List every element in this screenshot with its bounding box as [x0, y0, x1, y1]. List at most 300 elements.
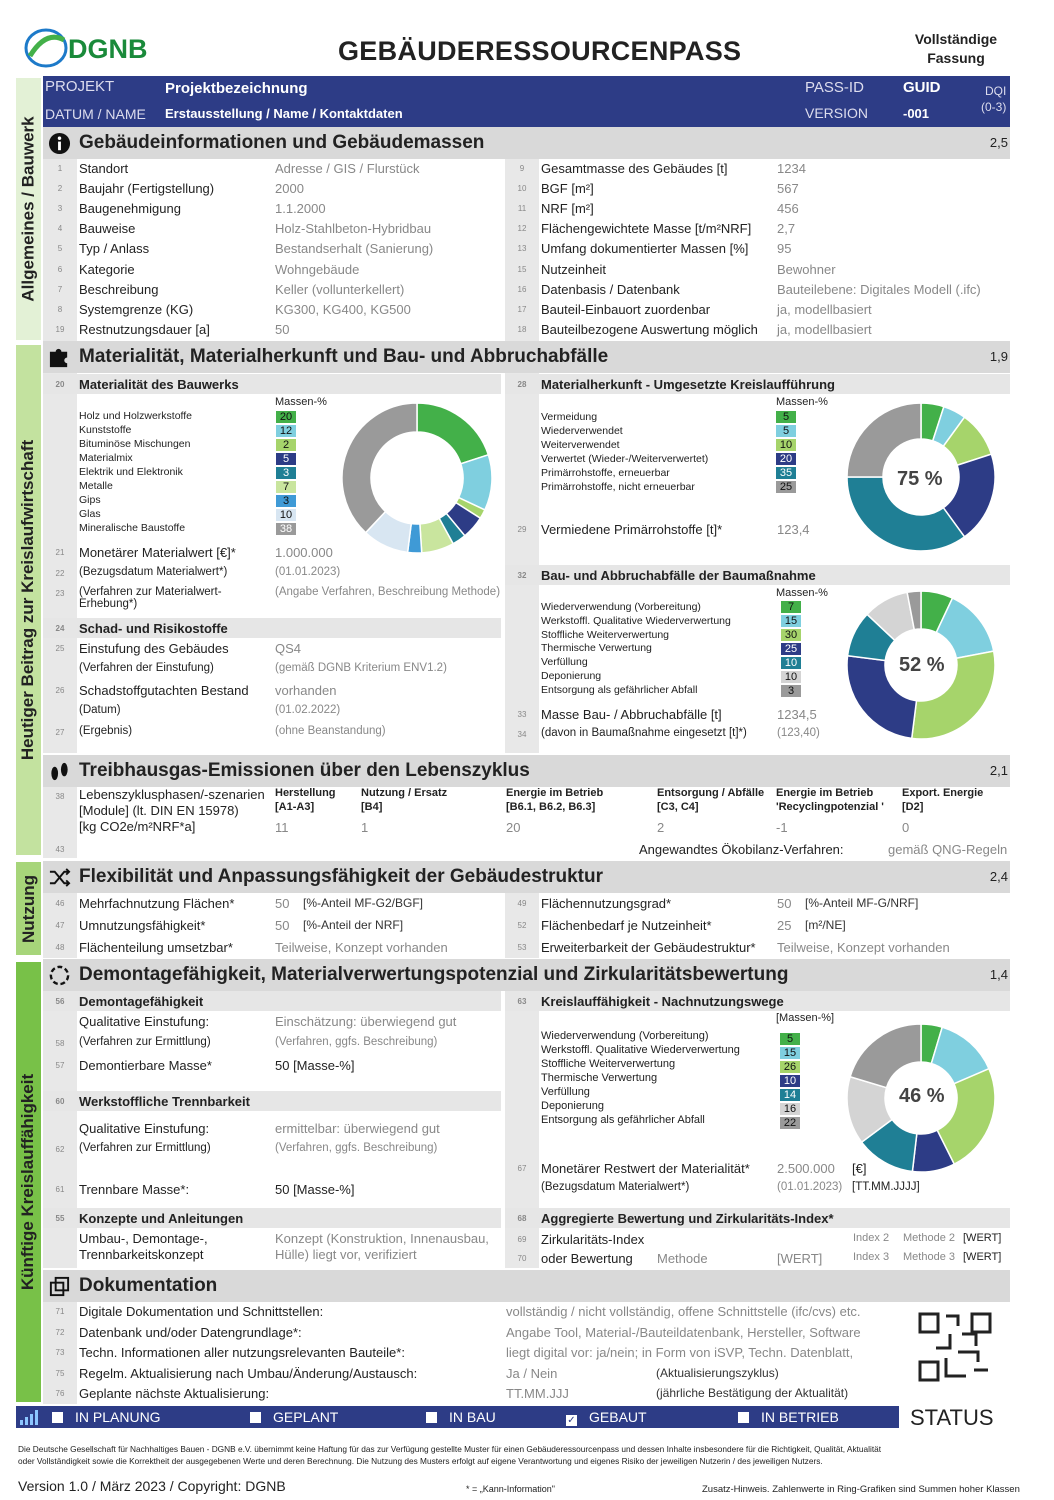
status-checkbox[interactable]: ✓: [567, 1415, 576, 1426]
data-row: [505, 260, 1010, 280]
data-row: [505, 179, 1010, 199]
legend-item: Thermische Verwertung: [541, 642, 652, 655]
value-badge: 25: [776, 481, 796, 493]
legend-item: Stoffliche Weiterverwertung: [541, 628, 670, 641]
value-badge: 25: [781, 643, 801, 655]
subheader-kreislauffaehigkeit: 63 Kreislauffähigkeit - Nachnutzungswege: [505, 991, 1010, 1011]
data-row: [43, 723, 501, 743]
value-badge: 10: [780, 1075, 800, 1087]
row-number: 13: [517, 244, 527, 254]
row-label: (Verfahren der Einstufung): [79, 662, 214, 674]
project-name[interactable]: Projektbezeichnung: [165, 80, 308, 97]
legend-item: Verwertet (Wieder-/Weiterverwertet): [541, 453, 709, 465]
status-checkbox[interactable]: [250, 1412, 261, 1423]
ghg-column: [902, 786, 983, 814]
data-row: [43, 543, 501, 563]
row-number: 22: [55, 569, 65, 578]
row-restwert: 67 Monetärer Restwert der Materialität* 2.500.000 [€]: [517, 1161, 867, 1176]
data-row: [505, 199, 1010, 219]
kann-info-note: * = „Kann-Information": [466, 1484, 555, 1494]
row-value: (gemäß DGNB Kriterium ENV1.2): [275, 662, 447, 674]
row-label: Bauweise: [79, 221, 136, 237]
row-number: 8: [57, 304, 63, 314]
signal-bars-icon: [19, 1409, 39, 1425]
row-number: 49: [517, 899, 527, 908]
row-label: Kategorie: [79, 261, 135, 277]
data-row: [43, 260, 501, 280]
legend-item: Elektrik und Elektronik: [79, 466, 183, 478]
row-number: 48: [55, 943, 65, 952]
project-header: PROJEKT Projektbezeichnung PASS-ID GUID DATUM / NAME Erstausstellung / Name / Kontaktdaten VERSION -001 DQI (0-3): [43, 76, 1010, 131]
row-value: (01.01.2023): [275, 566, 341, 578]
value-badge: 7: [276, 481, 296, 493]
dgnb-logo-text: DGNB: [68, 34, 148, 64]
row-label: Demontierbare Masse*: [79, 1058, 212, 1073]
row-number: 21: [55, 548, 65, 557]
row-number: 71: [55, 1307, 65, 1316]
row-label: NRF [m²]: [541, 201, 594, 217]
row-value: TT.MM.JJJ: [506, 1386, 569, 1401]
value-badge: 3: [276, 467, 296, 479]
row-value: Bauteilebene: Digitales Modell (.ifc): [777, 281, 981, 297]
version-value[interactable]: -001: [903, 106, 930, 121]
row-unit: (Aktualisierungszyklus): [656, 1365, 779, 1380]
row-label: Bauteilbezogene Auswertung möglich: [541, 321, 758, 337]
row-number: 33: [517, 710, 527, 719]
row-value: ja, modellbasiert: [777, 321, 872, 337]
ghg-column: [361, 786, 447, 814]
row-number: 12: [517, 224, 527, 234]
value-badge: 10: [776, 439, 796, 451]
ghg-table: 38 Lebenszyklusphasen/-szenarien [Module] (lt. DIN EN 15978) [kg CO2e/m²NRF*a]: [55, 787, 265, 834]
row-label: Einstufung des Gebäudes: [79, 641, 229, 656]
row-label: Restnutzungsdauer [a]: [79, 321, 210, 337]
row-value: 50: [777, 896, 792, 911]
row-number: 11: [517, 204, 527, 214]
row-number: 73: [55, 1348, 65, 1357]
row-value: 2000: [275, 181, 304, 197]
ghg-value: 0: [902, 820, 910, 835]
section-treibhausgas: Treibhausgas-Emissionen über den Lebenszyklus 2,1: [43, 755, 1010, 787]
row-label: Geplante nächste Aktualisierung:: [79, 1386, 270, 1401]
section-dokumentation: Dokumentation: [43, 1270, 1010, 1302]
data-row: [43, 1302, 903, 1322]
row-number: 52: [517, 921, 527, 930]
donut-segment: [850, 1024, 921, 1088]
row-value: (Verfahren, ggfs. Beschreibung): [275, 1036, 438, 1048]
row-value: 1.000.000: [275, 545, 333, 560]
abfall-values: [781, 601, 801, 699]
row-value: 456: [777, 201, 799, 217]
guid-value[interactable]: GUID: [903, 79, 941, 96]
legend-item: Werkstoffl. Qualitative Wiederverwertung: [541, 1044, 740, 1056]
herkunft-legend: [541, 410, 708, 494]
legend-item: Bituminöse Mischungen: [79, 438, 191, 450]
row-value: 1234,5: [777, 707, 817, 722]
ghg-value: -1: [776, 820, 788, 835]
row-zirkularitaetsindex: 69 Zirkularitäts-Index Index 2 Methode 2 [WERT]: [517, 1232, 1002, 1247]
legend-item: Deponierung: [541, 1100, 604, 1112]
data-row: [43, 1140, 501, 1160]
row-value: ja, modellbasiert: [777, 301, 872, 317]
version-footer: Version 1.0 / März 2023 / Copyright: DGNB: [18, 1478, 286, 1494]
status-option[interactable]: [738, 1409, 839, 1425]
row-unit: [%-Anteil MF-G/NRF]: [805, 896, 919, 910]
subheader-trennbarkeit: 60 Werkstoffliche Trennbarkeit: [43, 1091, 501, 1111]
nachnutzung-percent: 46 %: [899, 1085, 945, 1107]
status-option-label: IN PLANUNG: [75, 1409, 161, 1425]
status-checkbox[interactable]: [426, 1412, 437, 1423]
info-icon: [48, 132, 71, 155]
sidebar-kuenftige: Künftige Kreislauffähigkeit: [16, 962, 41, 1402]
value-badge: 7: [781, 601, 801, 613]
legend-item: Primärrohstoffe, nicht erneuerbar: [541, 481, 695, 493]
sidebar-heutiger-beitrag: Heutiger Beitrag zur Kreislaufwirtschaft: [16, 345, 41, 855]
value-badge: 5: [780, 1033, 800, 1045]
row-number: 27: [55, 728, 65, 737]
value-badge: 12: [276, 425, 296, 437]
row-value: 1.1.2000: [275, 201, 326, 217]
data-row: [505, 219, 1010, 239]
row-number: 3: [57, 204, 63, 214]
data-row: [505, 705, 1010, 725]
data-row: [43, 1343, 903, 1363]
row-number: 61: [55, 1185, 65, 1194]
row-unit: [m²/NE]: [805, 918, 846, 932]
value-badge: 38: [276, 523, 296, 535]
sidebar-allgemeines: Allgemeines / Bauwerk: [16, 78, 41, 340]
row-label: Bauteil-Einbauort zuordenbar: [541, 301, 711, 317]
row-value: 25: [777, 918, 792, 933]
ghg-phase: Energie im Betrieb: [506, 787, 604, 799]
row-value: 1234: [777, 161, 806, 176]
row-value: KG300, KG400, KG500: [275, 301, 411, 317]
subheader-abbruchabfaelle: 32 Bau- und Abbruchabfälle der Baumaßnahme: [505, 565, 1010, 585]
row-label: BGF [m²]: [541, 181, 594, 197]
row-number: 72: [55, 1327, 65, 1337]
datum-name[interactable]: Erstausstellung / Name / Kontaktdaten: [165, 106, 403, 121]
section-flexibilitaet: Flexibilität und Anpassungsfähigkeit der Gebäudestruktur 2,4: [43, 861, 1010, 893]
row-label: (Ergebnis): [79, 725, 133, 737]
ghg-module: [C3, C4]: [657, 801, 699, 813]
row-number: 7: [57, 284, 63, 294]
data-row: [43, 681, 501, 701]
status-checkbox[interactable]: [52, 1412, 63, 1423]
ghg-column: [657, 786, 764, 814]
row-number: 2: [57, 184, 63, 194]
row-number: 10: [517, 184, 527, 194]
row-value: 2,7: [777, 221, 796, 237]
row-number: 25: [55, 644, 65, 653]
row-unit: [%-Anteil MF-G2/BGF]: [303, 896, 424, 910]
value-badge: 10: [781, 657, 801, 669]
data-row: [505, 159, 1010, 179]
row-number: 46: [55, 899, 65, 908]
value-badge: 14: [780, 1089, 800, 1101]
row-number: 19: [55, 324, 65, 334]
value-badge: 35: [776, 467, 796, 479]
legend-item: Wiederverwendet: [541, 425, 623, 437]
row-value: liegt digital vor: ja/nein; in Form von iSVP, Techn. Datenblatt,: [506, 1345, 854, 1360]
ghg-value: 1: [361, 820, 369, 835]
row-number: 16: [517, 284, 527, 294]
row-value: Teilweise, Konzept vorhanden: [777, 940, 950, 955]
ghg-value: 2: [657, 820, 665, 835]
row-value: 50 [Masse-%]: [275, 1182, 355, 1197]
ghg-value: 20: [506, 820, 521, 835]
row-label: Flächengewichtete Masse [t/m²NRF]: [541, 221, 752, 237]
footprint-icon: [48, 760, 71, 783]
row-value: (123,40): [777, 727, 820, 739]
legend-item: Deponierung: [541, 669, 602, 682]
row-number: 5: [57, 244, 63, 254]
row-label: (Bezugsdatum Materialwert*): [79, 566, 228, 578]
ghg-module: [D2]: [902, 801, 924, 813]
status-option[interactable]: [566, 1409, 647, 1426]
section-demontage: Demontagefähigkeit, Materialverwertungspotenzial und Zirkularitätsbewertung 1,4: [43, 959, 1010, 991]
row-number: 23: [55, 589, 65, 598]
data-row: [43, 1384, 903, 1404]
row-label: Systemgrenze (KG): [79, 301, 194, 317]
value-badge: 20: [276, 411, 296, 423]
row-number: 26: [55, 686, 65, 695]
data-row: [43, 239, 501, 259]
row-number: 76: [55, 1389, 65, 1398]
value-badge: 15: [781, 615, 801, 627]
subheader-schadstoffe: 24 Schad- und Risikostoffe: [43, 618, 501, 638]
legend-item: Entsorgung als gefährlicher Abfall: [541, 683, 698, 696]
row-unit: (jährliche Bestätigung der Aktualität): [656, 1386, 849, 1400]
row-label: Erweiterbarkeit der Gebäudestruktur*: [541, 940, 756, 955]
data-row: [43, 300, 501, 320]
puzzle-icon: [48, 346, 71, 369]
row-number: 9: [519, 164, 525, 173]
row-label: Beschreibung: [79, 281, 159, 297]
data-row: [43, 596, 501, 616]
data-row: [505, 300, 1010, 320]
value-badge: 5: [276, 453, 296, 465]
data-row: [43, 1056, 501, 1076]
data-row: [43, 1034, 501, 1054]
row-number: 58: [55, 1039, 65, 1048]
row-number: 53: [517, 943, 527, 952]
status-option-label: IN BAU: [449, 1409, 496, 1425]
value-badge: 2: [276, 439, 296, 451]
row-label: (Verfahren zur Ermittlung): [79, 1036, 211, 1048]
row-value: Adresse / GIS / Flurstück: [275, 161, 420, 176]
row-value: Wohngebäude: [275, 261, 360, 277]
row-number: 34: [517, 730, 527, 739]
row-value: Ja / Nein: [506, 1365, 558, 1381]
ghg-phase: Entsorgung / Abfälle: [657, 787, 765, 799]
row-label: Typ / Anlass: [79, 241, 150, 257]
qr-code-icon: [918, 1312, 992, 1382]
data-row: [43, 199, 501, 219]
row-value: 50: [275, 896, 290, 911]
subheader-demontage: 56 Demontagefähigkeit: [43, 991, 501, 1011]
row-label: Masse Bau- / Abbruchabfälle [t]: [541, 707, 722, 722]
row-value: QS4: [275, 641, 302, 656]
ghg-module: [B4]: [361, 801, 383, 813]
row-label: Erhebung*): [79, 598, 138, 610]
value-badge: 26: [780, 1061, 800, 1073]
data-row: [505, 894, 1010, 914]
legend-item: Glas: [79, 508, 101, 520]
row-unit: [%-Anteil der NRF]: [303, 918, 404, 932]
data-row: [43, 320, 501, 340]
data-row: [43, 1012, 501, 1032]
status-bar: [16, 1406, 899, 1428]
section-materialitaet: Materialität, Materialherkunft und Bau- und Abbruchabfälle 1,9: [43, 341, 1010, 373]
legend-item: Vermeidung: [541, 411, 598, 423]
legend-item: Mineralische Baustoffe: [79, 522, 186, 534]
documents-icon: [48, 1275, 71, 1298]
data-row: [505, 280, 1010, 300]
row-label: (Verfahren zur Ermittlung): [79, 1142, 211, 1154]
row-label: Nutzeinheit: [541, 261, 607, 277]
abfall-percent: 52 %: [899, 654, 945, 676]
ghg-phase: Nutzung / Ersatz: [361, 787, 448, 799]
disclaimer: Die Deutsche Gesellschaft für Nachhaltiges Bauen - DGNB e.V. übernimmt keine Haftung für das zur Verfügung gestellte Muster für einen Gebäuderessourcenpass und dessen Inhalte insbesondere für die Richtigkeit, Qualität, Aktualität oder Vollständigkeit sowie die Korrektheit der ausgegebenen Werte und deren Berechnung. Die Nutzung des Musters erfolgt auf eigene Verantwortung und eigenes Risiko der jeweiligen Nutzerin / des jeweiligen Nutzers.: [18, 1444, 882, 1466]
ghg-phase: Energie im Betrieb: [776, 787, 874, 799]
value-badge: 5: [776, 425, 796, 437]
row-value: Keller (vollunterkellert): [275, 281, 405, 297]
row-label: Datenbasis / Datenbank: [541, 281, 680, 297]
data-row: [43, 639, 501, 659]
row-label: Monetärer Materialwert [€]*: [79, 545, 236, 560]
status-option[interactable]: [52, 1409, 161, 1425]
legend-item: Wiederverwendung (Vorbereitung): [541, 601, 701, 613]
ghg-phase: Herstellung: [275, 787, 336, 799]
row-label: Umnutzungsfähigkeit*: [79, 918, 206, 933]
legend-item: Thermische Verwertung: [541, 1072, 658, 1084]
status-checkbox[interactable]: [738, 1412, 749, 1423]
data-row: [505, 320, 1010, 340]
row-value: 50: [275, 918, 290, 933]
row-label: (Datum): [79, 704, 121, 716]
status-option-label: GEPLANT: [273, 1409, 339, 1425]
value-badge: 16: [780, 1103, 800, 1115]
data-row: [43, 564, 501, 584]
row-value: Bestandserhalt (Sanierung): [275, 241, 434, 257]
row-label: Qualitative Einstufung:: [79, 1014, 210, 1029]
row-label: Flächenbedarf je Nutzeinheit*: [541, 918, 712, 933]
value-badge: 10: [781, 671, 801, 683]
value-badge: 5: [776, 411, 796, 423]
ghg-module: [B6.1, B6.2, B6.3]: [506, 801, 596, 813]
data-row: [43, 280, 501, 300]
data-row: [505, 239, 1010, 259]
ghg-module: [A1-A3]: [275, 801, 315, 813]
data-row: [43, 179, 501, 199]
ghg-column: [275, 786, 336, 814]
row-value: (01.02.2022): [275, 704, 341, 716]
shuffle-icon: [48, 866, 71, 889]
data-row: [43, 1323, 903, 1343]
row-label: Standort: [79, 161, 129, 176]
subheader-materialitaet: 20 Materialität des Bauwerks: [43, 374, 501, 394]
row-value: 95: [777, 241, 792, 257]
row-label: Qualitative Einstufung:: [79, 1121, 210, 1136]
legend-item: Metalle: [79, 480, 113, 492]
status-option[interactable]: [250, 1409, 338, 1425]
row-label: Regelm. Aktualisierung nach Umbau/Änderung/Austausch:: [79, 1365, 418, 1381]
row-value: Teilweise, Konzept vorhanden: [275, 940, 448, 955]
row-value: vollständig / nicht vollständig, offene Schnittstelle (ifc/cvs) etc.: [506, 1304, 861, 1319]
row-label: Mehrfachnutzung Flächen*: [79, 896, 235, 911]
row-number: 17: [517, 304, 527, 314]
legend-item: Wiederverwendung (Vorbereitung): [541, 1030, 709, 1042]
row-number: 75: [55, 1368, 65, 1378]
zusatz-hinweis: Zusatz-Hinweis. Zahlenwerte in Ring-Grafiken sind Summen hoher Klassen: [702, 1484, 1020, 1495]
row-value: (ohne Beanstandung): [275, 725, 386, 737]
data-row: [505, 938, 1010, 958]
donut-segment: [342, 403, 417, 533]
row-number: 4: [57, 224, 63, 234]
material-donut-chart: [340, 402, 494, 554]
legend-item: Entsorgung als gefährlicher Abfall: [541, 1114, 705, 1126]
row-label: Baugenehmigung: [79, 201, 181, 217]
row-number: 6: [57, 264, 63, 274]
row-vermiedene-rohstoffe: 29 Vermiedene Primärrohstoffe [t]* 123,4: [517, 522, 810, 537]
legend-item: Verfüllung: [541, 656, 588, 669]
page-title: GEBÄUDERESSOURCENPASS: [338, 36, 742, 66]
row-label: Flächenteilung umsetzbar*: [79, 940, 233, 955]
subheader-materialherkunft: 28 Materialherkunft - Umgesetzte Kreislaufführung: [505, 374, 1010, 394]
legend-item: Verfüllung: [541, 1086, 590, 1098]
legend-item: Materialmix: [79, 452, 133, 464]
status-label: STATUS: [910, 1405, 994, 1430]
section-gebaeudeinformationen: Gebäudeinformationen und Gebäudemassen 2,5: [43, 127, 1010, 159]
row-label: Trennbare Masse*:: [79, 1182, 190, 1197]
row-value: 50: [275, 321, 290, 337]
row-number: 62: [55, 1145, 65, 1154]
status-option[interactable]: [426, 1409, 496, 1425]
row-value: (Verfahren, ggfs. Beschreibung): [275, 1142, 438, 1154]
data-row: [43, 660, 501, 680]
value-badge: 22: [780, 1117, 800, 1129]
subheader-aggregierte-bewertung: 68 Aggregierte Bewertung und Zirkularitäts-Index*: [505, 1208, 1010, 1228]
material-values: [276, 411, 296, 537]
row-number: 18: [517, 324, 527, 334]
row-number: 1: [57, 164, 63, 173]
row-label: Baujahr (Fertigstellung): [79, 181, 215, 197]
row-value: (Angabe Verfahren, Beschreibung Methode): [275, 586, 501, 598]
row-bewertung: 70 oder Bewertung Methode [WERT] Index 3 Methode 3 [WERT]: [517, 1251, 1002, 1266]
data-row: [43, 159, 501, 179]
row-label: (Verfahren zur Materialwert-: [79, 586, 222, 598]
legend-item: Stoffliche Weiterverwertung: [541, 1058, 676, 1070]
value-badge: 15: [780, 1047, 800, 1059]
data-row: [43, 894, 501, 914]
row-value: Einschätzung: überwiegend gut: [275, 1014, 457, 1029]
value-badge: 20: [776, 453, 796, 465]
row-number: 15: [517, 264, 527, 274]
donut-segment: [417, 403, 488, 464]
value-badge: 3: [276, 495, 296, 507]
data-row: [43, 916, 501, 936]
row-label: Digitale Dokumentation und Schnittstellen:: [79, 1304, 324, 1319]
donut-segment: [847, 403, 921, 477]
ghg-phase: Export. Energie: [902, 787, 984, 799]
row-number: 47: [55, 921, 65, 930]
legend-item: Weiterverwendet: [541, 439, 620, 451]
row-value: Holz-Stahlbeton-Hybridbau: [275, 221, 432, 237]
value-badge: 10: [276, 509, 296, 521]
status-option-label: IN BETRIEB: [761, 1409, 839, 1425]
fassung-label: Vollständige Fassung: [914, 31, 998, 66]
row-label: Datenbank und/oder Datengrundlage*:: [79, 1324, 302, 1340]
